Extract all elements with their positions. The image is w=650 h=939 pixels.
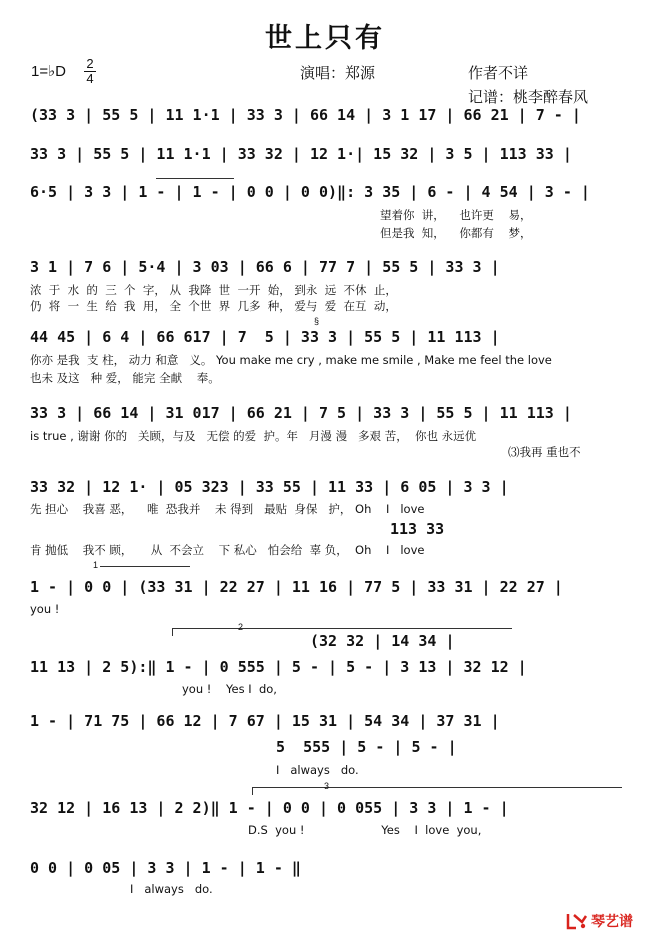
time-signature-top: 2 — [86, 56, 94, 71]
brand-name: 琴艺谱 — [591, 914, 633, 930]
staff-row-4: 3 1 | 7 6 | 5·4 | 3 03 | 66 6 | 77 7 | 55 5 | 33 3 | — [30, 258, 500, 276]
volta-3-edge — [252, 787, 253, 795]
lyric-row-9: you ! — [30, 602, 60, 616]
lyric-row-10: you ! Yes I do, — [182, 682, 277, 696]
staff-row-12: 32 12 | 16 13 | 2 2)‖ 1 - | 0 0 | 0 055 | 3 3 | 1 - | — [30, 799, 509, 817]
tie-line — [156, 178, 234, 179]
staff-row-11-lower: 5 555 | 5 - | 5 - | — [276, 738, 457, 756]
key-signature: 1=♭D — [31, 63, 67, 80]
page-title: 世上只有 — [265, 23, 385, 54]
lyric-row-13: I always do. — [130, 882, 213, 896]
volta-2-bracket — [172, 628, 512, 629]
lyric-row-3-verse-2: 但是我 知， 你都有 梦， — [380, 226, 532, 240]
segno-sign: § — [314, 316, 320, 326]
singer-credit: 演唱：郑源 — [300, 64, 376, 82]
brand-mark-icon — [566, 912, 588, 930]
lyric-row-12: D.S you ! Yes I love you, — [248, 823, 482, 837]
time-signature-bottom: 4 — [86, 71, 94, 86]
transcriber-credit: 记谱：桃李醉春风 — [468, 88, 589, 106]
volta-1-number: 1 — [93, 560, 99, 570]
volta-3-bracket — [252, 787, 622, 788]
lyric-row-4-verse-2: 仍 将 一 生 给 我 用， 全 个世 界 几多 种， 爱与 爱 在互 动， — [30, 299, 397, 313]
lyric-row-6-verse-1: is true , 谢谢 你的 关顾，与及 无偿 的爱 护。年 月漫 漫 多艰 苦， 你也 永远优 — [30, 429, 477, 443]
brand-logo — [566, 911, 633, 931]
volta-3-number: 3 — [324, 781, 330, 791]
author-credit: 作者不详 — [468, 64, 529, 82]
lyric-row-5-verse-2: 也未 及这 种 爱， 能完 全献 奉。 — [30, 371, 220, 385]
staff-row-13: 0 0 | 0 05 | 3 3 | 1 - | 1 - ‖ — [30, 859, 301, 877]
volta-2-edge — [172, 628, 173, 636]
lyric-row-4-verse-1: 浓 于 水 的 三 个 字， 从 我降 世 一开 始， 到永 远 不休 止， — [30, 283, 397, 297]
lyric-row-3-verse-1: 望着你 讲， 也许更 易， — [380, 208, 532, 222]
staff-row-5: 44 45 | 6 4 | 66 617 | 7 5 | 33 3 | 55 5 | 11 113 | — [30, 328, 500, 346]
lyric-row-6-verse-3: ⑶我再 重也不 — [508, 445, 581, 459]
staff-row-6: 33 3 | 66 14 | 31 017 | 66 21 | 7 5 | 33 3 | 55 5 | 11 113 | — [30, 404, 572, 422]
volta-1-bracket — [100, 566, 190, 567]
lyric-row-11: I always do. — [276, 763, 359, 777]
staff-row-7: 33 32 | 12 1· | 05 323 | 33 55 | 11 33 | 6 05 | 3 3 | — [30, 478, 509, 496]
time-signature — [84, 58, 96, 85]
staff-row-10: 11 13 | 2 5):‖ 1 - | 0 555 | 5 - | 5 - | 3 13 | 32 12 | — [30, 658, 527, 676]
staff-row-3: 6·5 | 3 3 | 1 - | 1 - | 0 0 | 0 0)‖: 3 35 | 6 - | 4 54 | 3 - | — [30, 183, 590, 201]
staff-row-11: 1 - | 71 75 | 66 12 | 7 67 | 15 31 | 54 34 | 37 31 | — [30, 712, 500, 730]
lyric-row-8-verse-2: 肯 抛低 我不 顾， 从 不会立 下 私心 怕会给 辜 负， Oh I love — [30, 543, 425, 557]
staff-row-8-alternate: 113 33 — [390, 520, 445, 538]
staff-row-1: (33 3 | 55 5 | 11 1·1 | 33 3 | 66 14 | 3 1 17 | 66 21 | 7 - | — [30, 106, 581, 124]
lyric-row-7-verse-1: 先 担心 我喜 恶， 唯 恐我并 未 得到 最贴 身保 护， Oh I love — [30, 502, 425, 516]
volta-2-number: 2 — [238, 622, 244, 632]
staff-row-10-upper: (32 32 | 14 34 | — [310, 632, 455, 650]
staff-row-9: 1 - | 0 0 | (33 31 | 22 27 | 11 16 | 77 5 | 33 31 | 22 27 | — [30, 578, 563, 596]
lyric-row-5-verse-1: 你亦 是我 支 柱， 动力 和意 义。 You make me cry , make me smile , Make me feel the love — [30, 353, 552, 367]
staff-row-2: 33 3 | 55 5 | 11 1·1 | 33 32 | 12 1·| 15 32 | 3 5 | 113 33 | — [30, 145, 572, 163]
